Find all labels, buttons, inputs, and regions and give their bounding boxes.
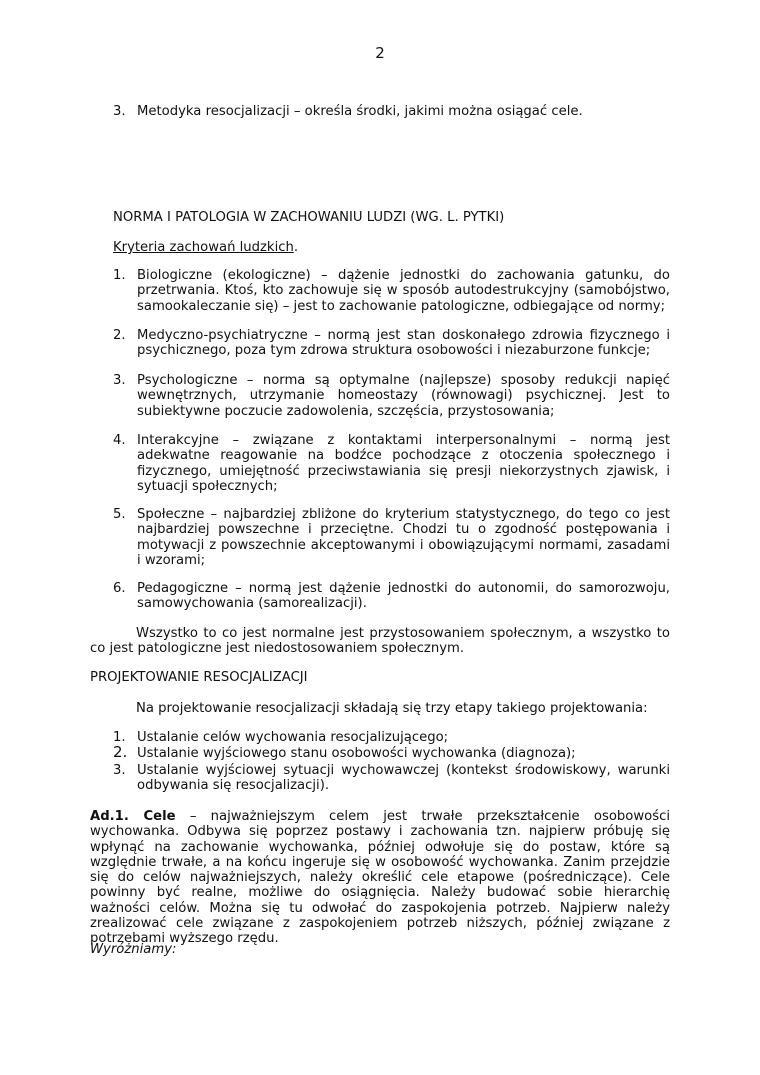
list-text: Biologiczne (ekologiczne) – dążenie jednostki do zachowania gatunku, do przetrwania. Ktoś, kto zachowuje się w sposób autodestrukcyjny (samobójstwo, samookaleczanie się) – jest to zachowanie patologiczne, odbiegające od normy; <box>137 268 670 314</box>
list-number: 3. <box>113 373 126 388</box>
ad1-label: Ad.1. Cele <box>90 809 176 824</box>
ad1-text: – najważniejszym celem jest trwałe przekształcenie osobowości wychowanka. Odbywa się poprzez postawy i zachowania tzn. najpierw próbuję się wpłynąć na zachowanie wychowanka, później odwołuje się do postaw, które są względnie trwałe, a na końcu ingeruje się w osobowość wychowanka. Zanim przejdzie się do celów najważniejszych, należy określić cele etapowe (pośredniczące). Cele powinny być realne, możliwe do osiągnięcia. Należy budować sobie hierarchię ważności celów. Można się tu odwołać do zaspokojenia potrzeb. Najpierw należy zrealizować cele związane z zaspokojeniem potrzeb niższych, później związane z potrzebami wyższego rzędu. <box>90 809 670 947</box>
criteria-item-3 <box>113 373 670 419</box>
stage-item-2 <box>113 743 670 761</box>
section-heading-projektowanie: PROJEKTOWANIE RESOCJALIZACJI <box>90 670 308 685</box>
criteria-subheading-tail: . <box>293 240 299 255</box>
summary-paragraph: Wszystko to co jest normalne jest przystosowaniem społecznym, a wszystko to co jest patologiczne jest niedostosowaniem społecznym. <box>90 626 670 657</box>
list-text: Ustalanie celów wychowania resocjalizującego; <box>137 730 449 745</box>
list-text: Ustalanie wyjściowego stanu osobowości wychowanka (diagnoza); <box>137 746 576 761</box>
list-text: Medyczno-psychiatryczne – normą jest stan doskonałego zdrowia fizycznego i psychicznego, poza tym zdrowa struktura osobowości i niezaburzone funkcje; <box>137 328 670 359</box>
ad1-paragraph <box>90 809 670 947</box>
intro-list-item <box>113 104 670 119</box>
list-number: 2. <box>113 743 128 761</box>
criteria-item-1 <box>113 268 670 314</box>
list-text: Ustalanie wyjściowej sytuacji wychowawczej (kontekst środowiskowy, warunki odbywania się resocjalizacji). <box>137 763 670 794</box>
list-number: 3. <box>113 104 126 119</box>
distinguish-label: Wyróżniamy: <box>90 942 177 957</box>
criteria-item-6 <box>113 581 670 612</box>
list-text: Psychologiczne – norma są optymalne (najlepsze) sposoby redukcji napięć wewnętrznych, utrzymanie homeostazy (równowagi) psychicznej. Jest to subiektywne poczucie zadowolenia, szczęścia, przystosowania; <box>137 373 670 419</box>
criteria-item-5 <box>113 507 670 568</box>
list-number: 6. <box>113 581 126 596</box>
list-number: 1. <box>113 268 126 283</box>
list-number: 1. <box>113 730 126 745</box>
criteria-item-4 <box>113 433 670 494</box>
list-text: Pedagogiczne – normą jest dążenie jednostki do autonomii, do samorozwoju, samowychowania (samorealizacji). <box>137 581 670 612</box>
criteria-subheading-text: Kryteria zachowań ludzkich <box>113 240 294 255</box>
section-heading-norma: NORMA I PATOLOGIA W ZACHOWANIU LUDZI (WG. L. PYTKI) <box>113 210 505 225</box>
list-number: 4. <box>113 433 126 448</box>
stage-item-3 <box>113 763 670 794</box>
list-number: 2. <box>113 328 126 343</box>
list-text: Społeczne – najbardziej zbliżone do kryterium statystycznego, do tego co jest najbardziej powszechne i przeciętne. Chodzi tu o zgodność postępowania i motywacji z powszechnie akceptowanymi i obowiązującymi normami, zasadami i wzorami; <box>137 507 670 568</box>
list-text: Interakcyjne – związane z kontaktami interpersonalnymi – normą jest adekwatne reagowanie na bodźce pochodzące z otoczenia społecznego i fizycznego, umiejętność przeciwstawiania się presji niekorzystnych zjawisk, i sytuacji społecznych; <box>137 433 670 494</box>
list-number: 3. <box>113 763 126 778</box>
projektowanie-intro: Na projektowanie resocjalizacji składają się trzy etapy takiego projektowania: <box>136 701 648 716</box>
criteria-item-2 <box>113 328 670 359</box>
list-text: Metodyka resocjalizacji – określa środki, jakimi można osiągać cele. <box>137 104 583 119</box>
list-number: 5. <box>113 507 126 522</box>
page-number: 2 <box>375 44 385 62</box>
stage-item-1 <box>113 730 670 745</box>
criteria-subheading <box>113 240 693 255</box>
